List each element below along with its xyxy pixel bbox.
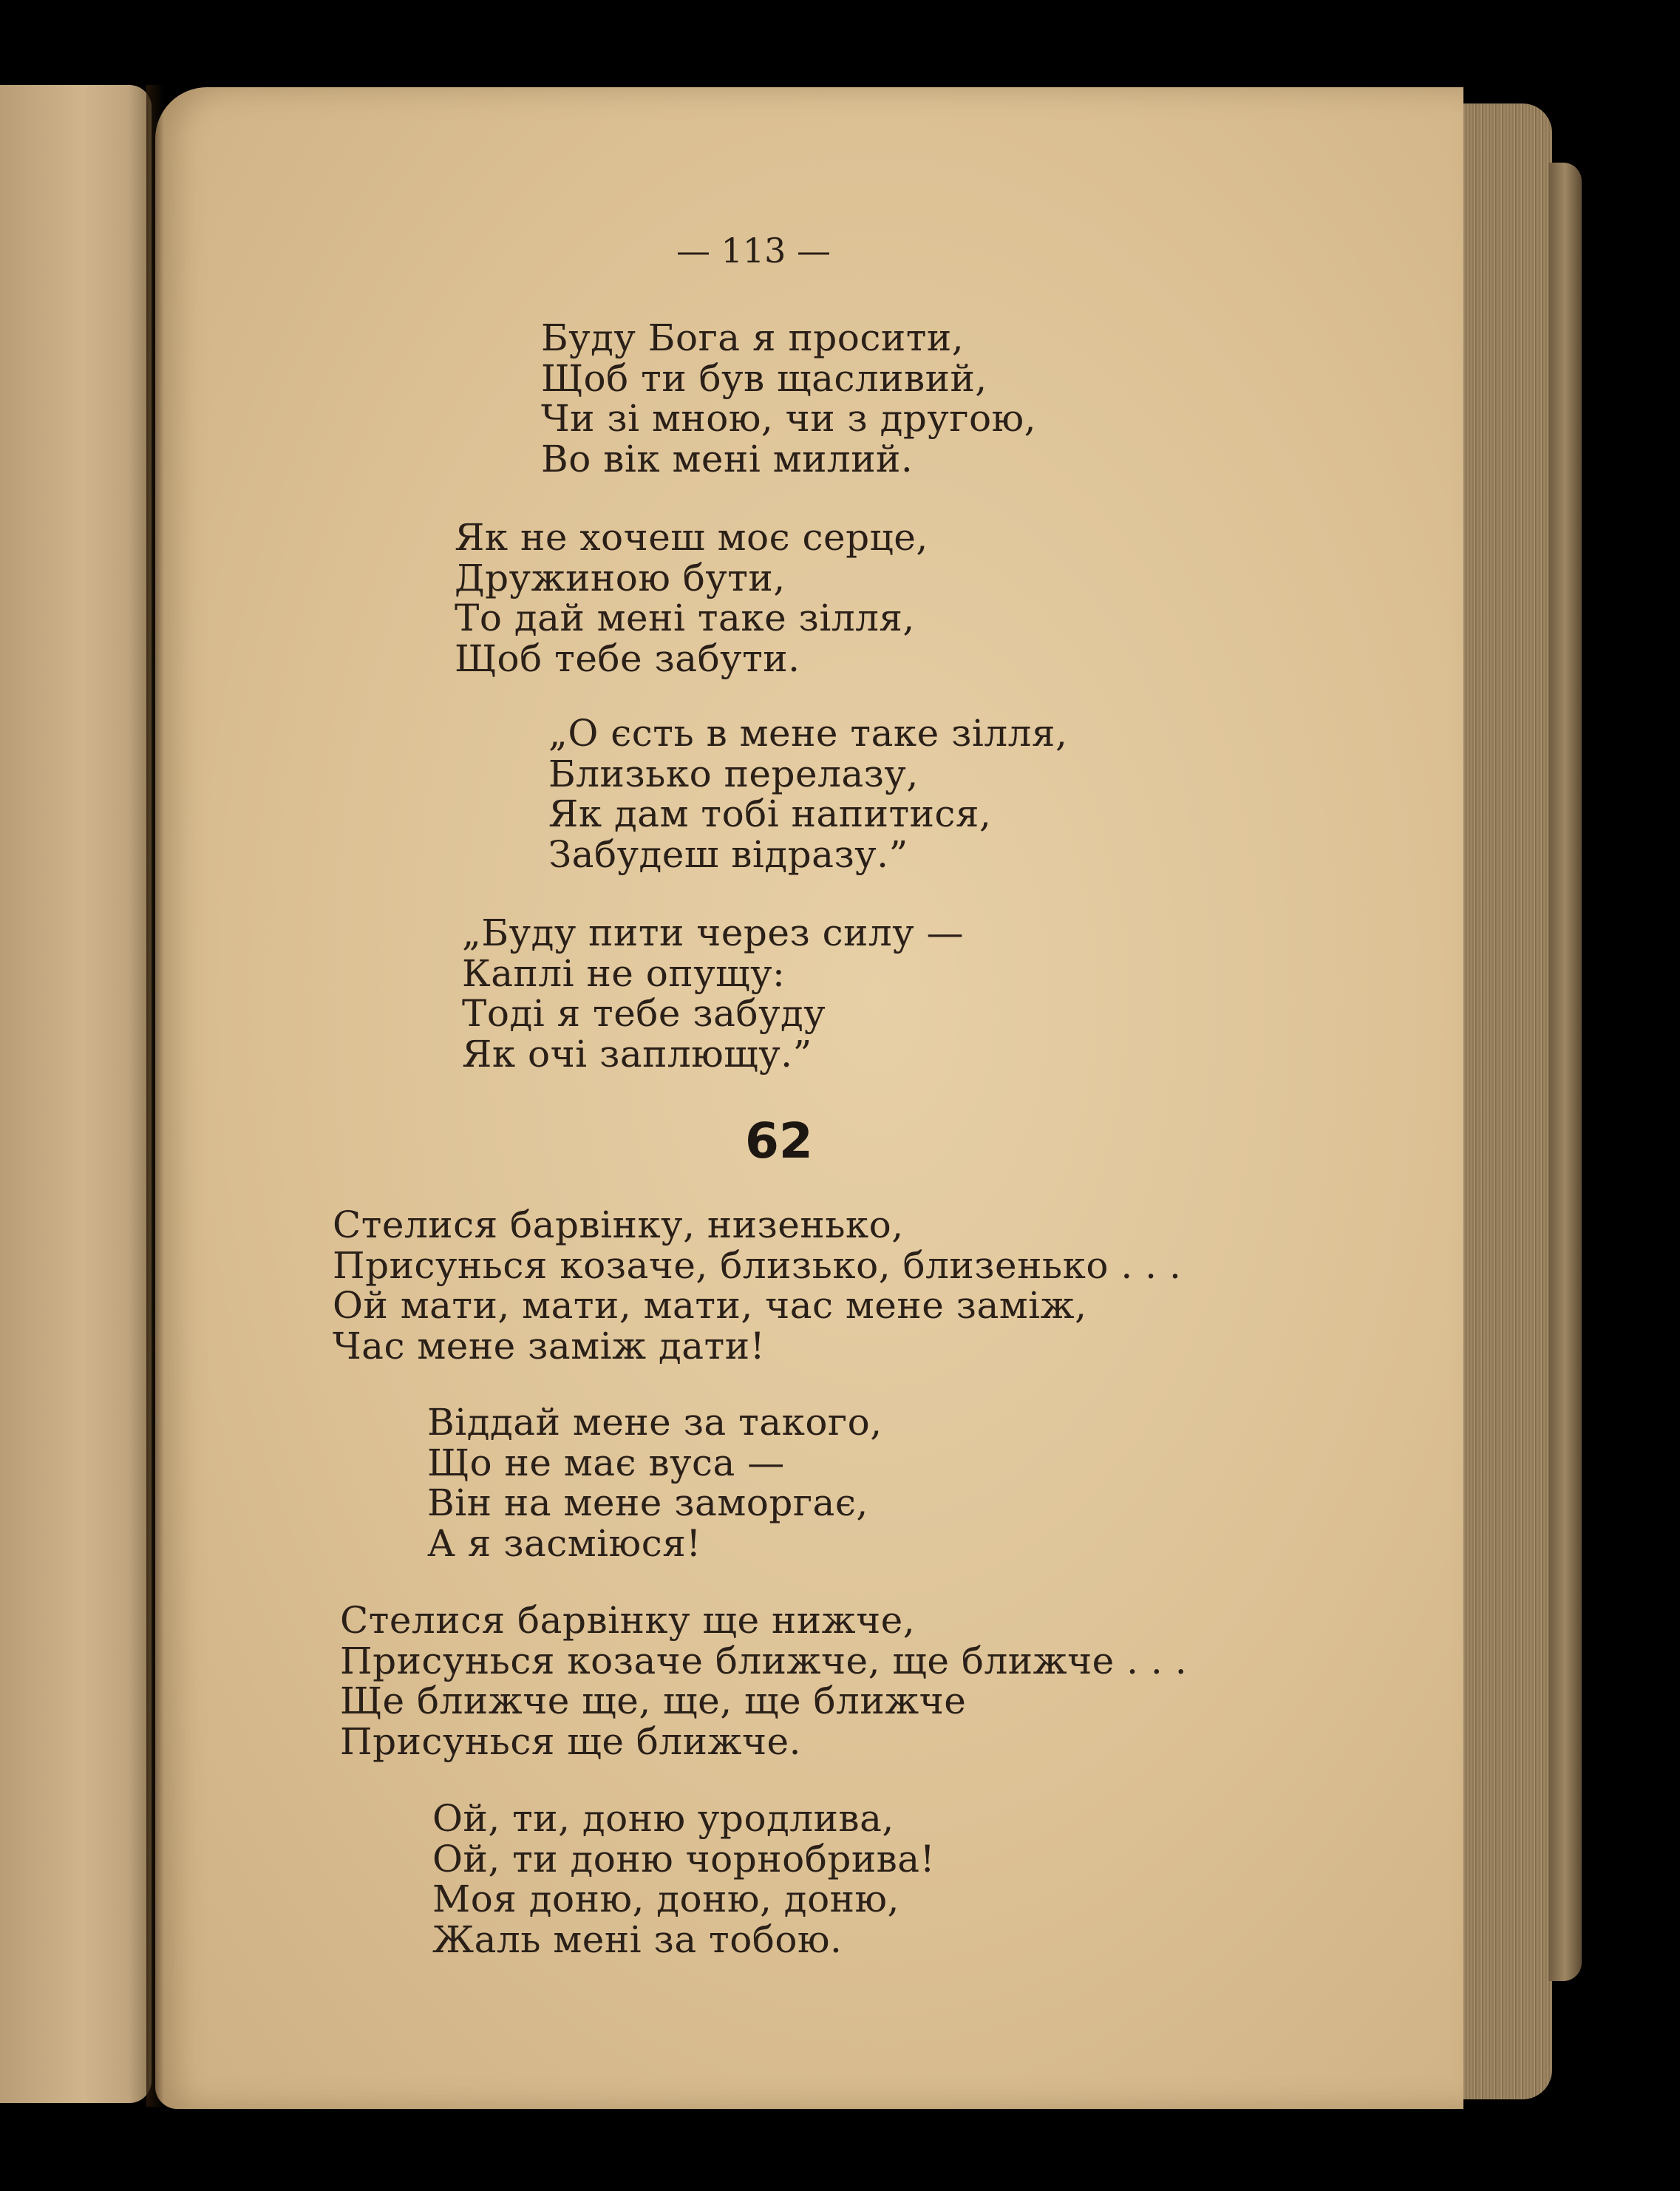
- spine-shadow: [146, 85, 164, 2107]
- poem-62-stanza-4: Ой, ти, доню уродлива, Ой, ти доню чорнобрива! Моя доню, доню, доню, Жаль мені за тобою.: [432, 1797, 936, 1961]
- poem-61-stanza-3: „О єсть в мене таке зілля, Близько перелазу, Як дам тобі напитися, Забудеш відразу.”: [548, 712, 1068, 876]
- poem-number-62: 62: [745, 1113, 813, 1169]
- poem-62-stanza-2: Віддай мене за такого, Що не має вуса — Він на мене заморгає, А я засміюся!: [427, 1401, 882, 1565]
- page-edges: [1449, 103, 1552, 2099]
- page-number: — 113 —: [676, 231, 832, 271]
- poem-61-stanza-1: Буду Бога я просити, Щоб ти був щасливий, Чи зі мною, чи з другою, Во вік мені милий.: [541, 316, 1037, 480]
- left-page-edge: [0, 85, 152, 2103]
- poem-62-stanza-1: Стелися барвінку, низенько, Присунься козаче, близько, близенько . . . Ой мати, мати, мати, час мене заміж, Час мене заміж дати!: [333, 1203, 1182, 1368]
- poem-61-stanza-2: Як не хочеш моє серце, Дружиною бути, То дай мені таке зілля, Щоб тебе забути.: [455, 516, 928, 680]
- book-cover-edge: [1548, 163, 1582, 1981]
- poem-61-stanza-4: „Буду пити через силу — Каплі не опущу: Тоді я тебе забуду Як очі заплющу.”: [462, 911, 965, 1076]
- poem-62-stanza-3: Стелися барвінку ще нижче, Присунься козаче ближче, ще ближче . . . Ще ближче ще, ще, ще ближче Присунься ще ближче.: [340, 1599, 1188, 1763]
